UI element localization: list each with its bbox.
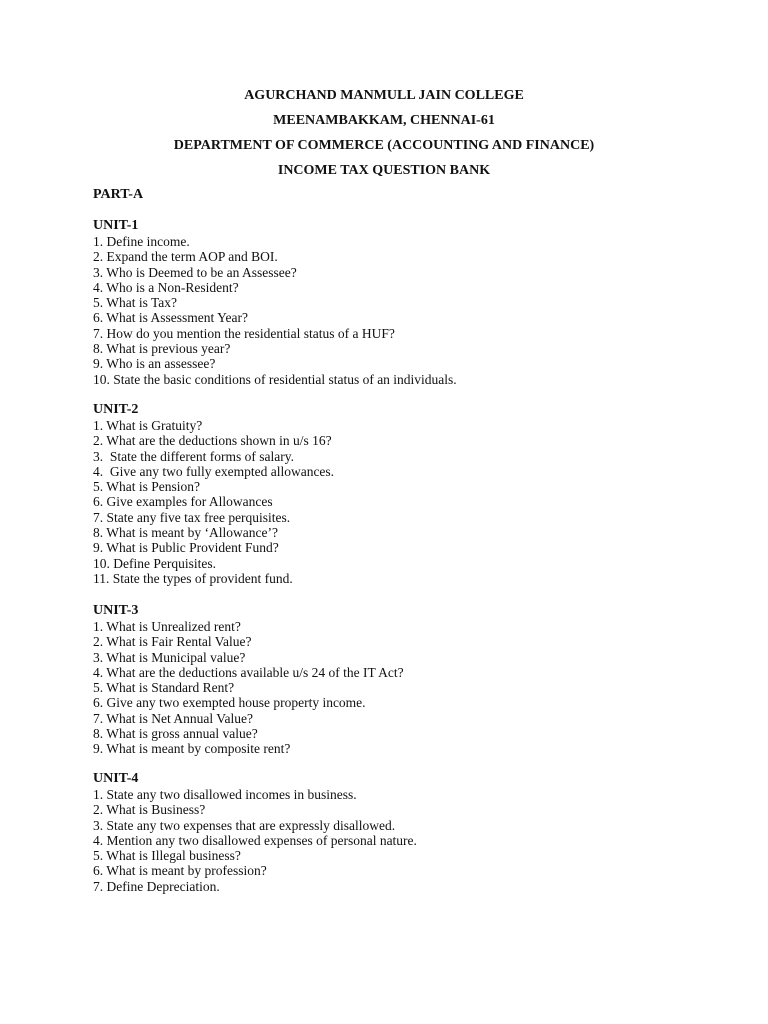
question-item: 2. What are the deductions shown in u/s 16? [93,433,332,449]
unit-title: UNIT-1 [93,218,139,233]
question-item: 3. State the different forms of salary. [93,448,294,464]
unit-section-3 [93,603,404,757]
question-item: 4. What are the deductions available u/s 24 of the IT Act? [93,664,404,680]
question-item: 7. What is Net Annual Value? [93,710,253,726]
question-item: 1. State any two disallowed incomes in business. [93,787,357,802]
unit-title: UNIT-2 [93,402,139,417]
question-item: 5. What is Pension? [93,479,200,495]
question-item: 2. What is Fair Rental Value? [93,634,252,650]
question-item: 3. Who is Deemed to be an Assessee? [93,264,297,280]
question-item: 11. State the types of provident fund. [93,570,293,586]
unit-title: UNIT-4 [93,771,139,786]
question-item: 5. What is Tax? [93,295,178,311]
document-title: INCOME TAX QUESTION BANK [277,163,491,178]
question-item: 5. What is Illegal business? [93,848,241,864]
college-location: MEENAMBAKKAM, CHENNAI-61 [273,113,495,128]
question-item: 1. What is Gratuity? [93,418,203,433]
question-item: 10. Define Perquisites. [93,555,216,571]
question-item: 7. State any five tax free perquisites. [93,509,291,525]
question-item: 8. What is gross annual value? [93,726,258,742]
question-item: 6. What is Assessment Year? [93,310,248,326]
unit-section-2 [93,402,334,586]
question-item: 1. Define income. [93,234,190,249]
unit-section-1 [93,218,457,387]
question-item: 8. What is previous year? [93,341,231,357]
question-item: 9. What is Public Provident Fund? [93,540,279,556]
question-item: 9. What is meant by composite rent? [93,741,291,757]
question-item: 4. Who is a Non-Resident? [93,279,239,295]
question-item: 7. Define Depreciation. [93,878,220,894]
unit-title: UNIT-3 [93,603,139,618]
question-item: 6. Give examples for Allowances [93,494,273,510]
question-item: 3. State any two expenses that are expressly disallowed. [93,817,396,833]
question-item: 4. Give any two fully exempted allowances. [93,463,335,479]
question-item: 10. State the basic conditions of residential status of an individuals. [93,371,457,387]
question-item: 9. Who is an assessee? [93,356,216,372]
question-item: 1. What is Unrealized rent? [93,619,241,634]
question-item: 2. Expand the term AOP and BOI. [93,249,278,265]
department-name: DEPARTMENT OF COMMERCE (ACCOUNTING AND FINANCE) [173,138,595,153]
college-name: AGURCHAND MANMULL JAIN COLLEGE [244,88,524,103]
question-item: 2. What is Business? [93,802,206,818]
question-item: 6. What is meant by profession? [93,863,267,879]
question-item: 3. What is Municipal value? [93,649,246,665]
part-heading: PART-A [93,187,144,202]
unit-section-4 [93,771,417,894]
question-item: 8. What is meant by ‘Allowance’? [93,525,278,541]
question-item: 4. Mention any two disallowed expenses of personal nature. [93,832,417,848]
question-item: 7. How do you mention the residential status of a HUF? [93,325,395,341]
question-item: 5. What is Standard Rent? [93,680,235,696]
question-item: 6. Give any two exempted house property income. [93,695,366,711]
